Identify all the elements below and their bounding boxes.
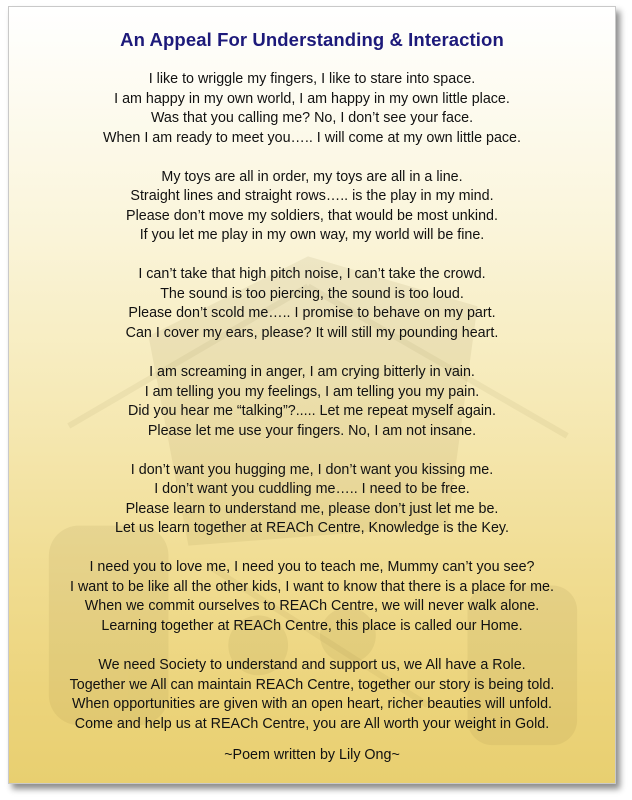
poem-line: When opportunities are given with an open heart, richer beauties will unfold. <box>71 696 553 713</box>
poem-line: If you let me play in my own way, my world will be fine. <box>139 227 485 244</box>
poem-line: Let us learn together at REACh Centre, Knowledge is the Key. <box>115 520 509 537</box>
stanza-2 <box>9 168 615 246</box>
poem-line: Can I cover my ears, please? It will still my pounding heart. <box>125 324 499 341</box>
poem-stanzas <box>9 70 615 754</box>
poem-line: I am screaming in anger, I am crying bitterly in vain. <box>149 364 475 381</box>
poem-line: Learning together at REACh Centre, this place is called our Home. <box>101 617 523 634</box>
poem-line: When I am ready to meet you….. I will come at my own little pace. <box>103 129 521 146</box>
poem-line: Please don’t move my soldiers, that would be most unkind. <box>126 207 498 224</box>
poem-line: I am telling you my feelings, I am telling you my pain. <box>144 383 480 400</box>
poem-line: Straight lines and straight rows….. is the play in my mind. <box>130 188 494 205</box>
poem-line: Please don’t scold me….. I promise to behave on my part. <box>128 305 496 322</box>
stanza-5 <box>9 461 615 539</box>
poem-line: I can’t take that high pitch noise, I can’t take the crowd. <box>138 266 486 283</box>
poem-content <box>9 7 615 783</box>
poem-line: Please learn to understand me, please don’t just let me be. <box>125 500 499 517</box>
poem-line: I don’t want you hugging me, I don’t want you kissing me. <box>130 461 494 478</box>
poem-line: I want to be like all the other kids, I want to know that there is a place for me. <box>70 578 554 595</box>
poem-line: Come and help us at REACh Centre, you are All worth your weight in Gold. <box>74 715 550 732</box>
poem-line: When we commit ourselves to REACh Centre, we will never walk alone. <box>84 598 540 615</box>
stanza-1 <box>9 70 615 148</box>
poem-line: The sound is too piercing, the sound is too loud. <box>160 285 464 302</box>
page-title: An Appeal For Understanding & Interaction <box>120 29 504 50</box>
poem-line: I don’t want you cuddling me….. I need to be free. <box>154 481 470 498</box>
stanza-6 <box>9 558 615 636</box>
poem-line: Did you hear me “talking”?..... Let me repeat myself again. <box>128 403 496 420</box>
poem-line: Was that you calling me? No, I don’t see your face. <box>150 110 474 126</box>
stanza-4 <box>9 363 615 441</box>
poem-line: I like to wriggle my fingers, I like to stare into space. <box>148 71 476 87</box>
poem-line: I am happy in my own world, I am happy in my own little place. <box>114 90 510 107</box>
poem-line: Please let me use your fingers. No, I am not insane. <box>147 422 477 439</box>
poem-page <box>8 6 616 784</box>
stanza-3 <box>9 265 615 343</box>
poem-line: My toys are all in order, my toys are all in a line. <box>161 168 463 185</box>
poem-line: I need you to love me, I need you to teach me, Mummy can’t you see? <box>89 559 535 576</box>
poem-line: We need Society to understand and support us, we All have a Role. <box>98 657 526 674</box>
poem-line: Together we All can maintain REACh Centre, together our story is being told. <box>69 676 555 693</box>
poem-signature: ~Poem written by Lily Ong~ <box>224 747 400 763</box>
stanza-7 <box>9 656 615 734</box>
